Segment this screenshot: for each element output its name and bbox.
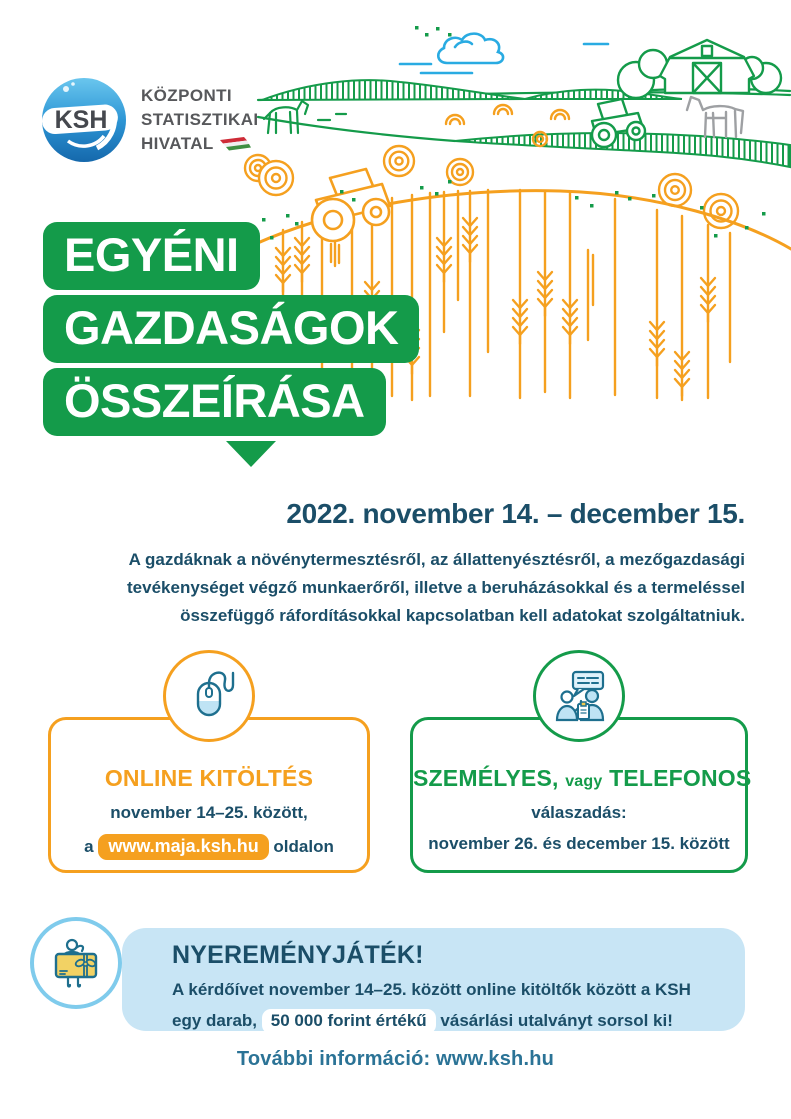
online-card-badge bbox=[163, 650, 255, 742]
prize-amount-pill: 50 000 forint értékű bbox=[262, 1009, 436, 1035]
online-card bbox=[48, 717, 370, 873]
logo-org-line: KÖZPONTI bbox=[141, 85, 233, 105]
personal-title-conj: vagy bbox=[565, 773, 603, 790]
personal-card-mode: válaszadás: bbox=[531, 803, 627, 822]
title-line-1: EGYÉNI bbox=[43, 222, 260, 290]
personal-title-part1: SZEMÉLYES, bbox=[413, 765, 559, 791]
ksh-acronym: KSH bbox=[54, 106, 108, 134]
personal-card-title bbox=[413, 765, 752, 792]
title-line-2: GAZDASÁGOK bbox=[43, 295, 419, 363]
personal-title-part2: TELEFONOS bbox=[609, 765, 752, 791]
computer-mouse-icon bbox=[181, 668, 237, 724]
url-prefix: a bbox=[84, 837, 94, 856]
ksh-globe-icon bbox=[40, 76, 128, 164]
online-card-title: ONLINE KITÖLTÉS bbox=[104, 765, 314, 791]
maja-url-pill[interactable]: www.maja.ksh.hu bbox=[98, 834, 268, 860]
hungarian-flag-icon bbox=[218, 137, 251, 151]
personal-card-badge bbox=[533, 650, 625, 742]
prize-badge bbox=[30, 917, 122, 1009]
online-card-dates: november 14–25. között, bbox=[110, 803, 308, 822]
title-line-3: ÖSSZEÍRÁSA bbox=[43, 368, 386, 436]
title-pointer bbox=[226, 441, 276, 467]
survey-period: 2022. november 14. – december 15. bbox=[286, 498, 745, 529]
barn-icon bbox=[660, 40, 754, 93]
personal-card bbox=[410, 717, 752, 873]
footer-info: További információ: www.ksh.hu bbox=[236, 1048, 555, 1070]
prize-body bbox=[172, 975, 745, 1036]
prize-line2-suffix: vásárlási utalványt sorsol ki! bbox=[440, 1010, 673, 1030]
horse-icon bbox=[687, 97, 743, 137]
prize-box bbox=[122, 928, 745, 1031]
prize-body-line2 bbox=[172, 1006, 745, 1037]
gift-voucher-icon bbox=[48, 935, 104, 991]
page-title bbox=[43, 222, 419, 467]
personal-card-dates: november 26. és december 15. között bbox=[428, 834, 730, 853]
logo-org-line: STATISZTIKAI bbox=[141, 109, 259, 129]
prize-line2-prefix: egy darab, bbox=[172, 1010, 258, 1030]
logo-org-line: HIVATAL bbox=[141, 134, 214, 154]
cloud-icon bbox=[400, 34, 608, 73]
people-conversation-icon bbox=[551, 668, 607, 724]
prize-body-line1: A kérdőívet november 14–25. között online kitöltők között a KSH bbox=[172, 980, 691, 999]
online-card-url-line bbox=[51, 834, 367, 860]
ksh-logo bbox=[40, 76, 259, 164]
url-suffix: oldalon bbox=[273, 837, 334, 856]
logo-org-name bbox=[141, 84, 259, 156]
prize-title: NYEREMÉNYJÁTÉK! bbox=[172, 941, 424, 969]
intro-paragraph: A gazdáknak a növénytermesztésről, az állattenyésztésről, a mezőgazdasági tevékenységet végző munkaerőről, illetve a beruházásokkal és a termeléssel összefüggő ráfordításokkal kapcsolatban kell adatokat szolgáltatniuk. bbox=[127, 550, 745, 625]
